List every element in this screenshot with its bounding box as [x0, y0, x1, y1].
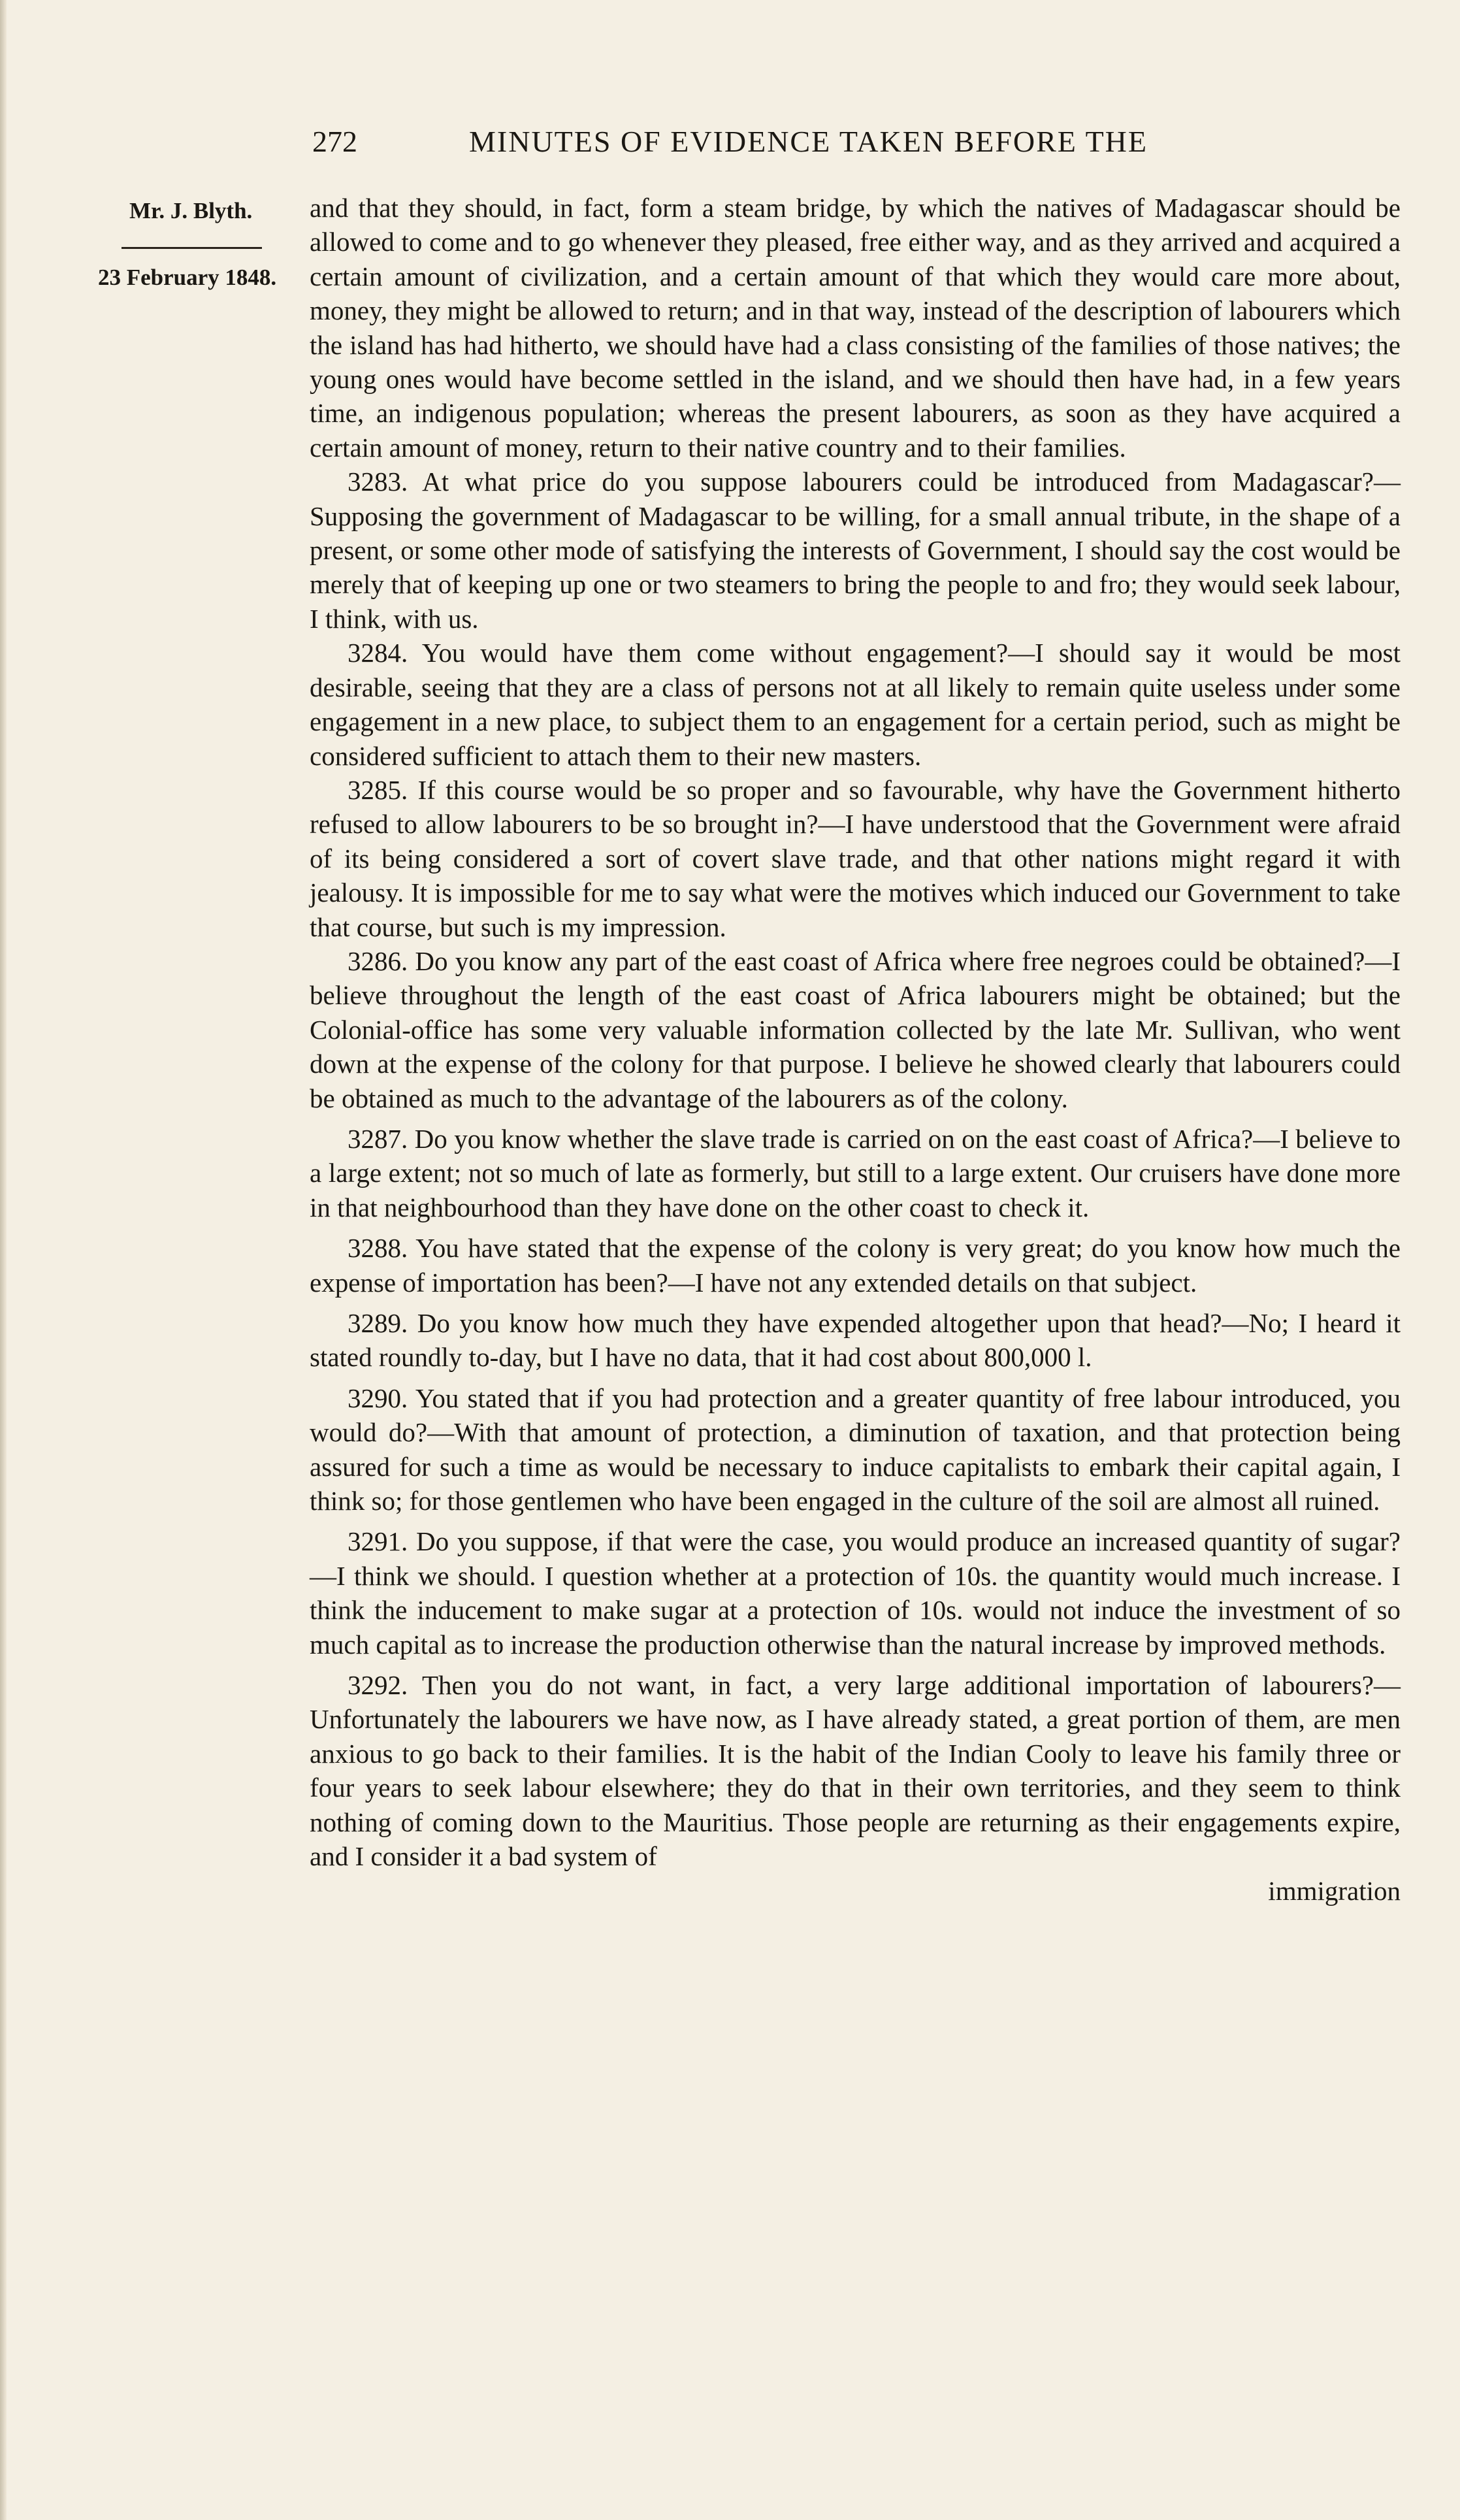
paragraph-3285: 3285. If this course would be so proper and so favourable, why have the Government hitherto refused to allow labourers to be so brought in?—I have understood that the Government were afraid of its being considered a sort of covert slave trade, and that other nations might regard it with jealousy. It is impossible for me to say what were the motives which induced our Government to take that course, but such is my impression.	[310, 774, 1401, 942]
paragraph-continuation: and that they should, in fact, form a steam bridge, by which the natives of Madagascar should be allowed to come and to go whenever they pleased, free either way, and as they arrived and acquired a certain amount of civilization, and a certain amount of that which they would care more about, money, they might be allowed to return; and in that way, instead of the description of labourers which the island has had hitherto, we should have had a class consisting of the families of those natives; the young ones would have become settled in the island, and we should then have had, in a few years time, an indigenous population; whereas the present labourers, as soon as they have acquired a certain amount of money, return to their native country and to their families.	[310, 193, 1401, 463]
paragraph-3284: 3284. You would have them come without engagement?—I should say it would be most desirable, seeing that they are a class of persons not at all likely to remain quite useless under some engagement in a new place, to subject them to an engagement for a certain period, such as might be considered sufficient to attach them to their new masters.	[310, 638, 1401, 771]
margin-witness-name: Mr. J. Blyth.	[129, 198, 253, 223]
margin-date: 23 February 1848.	[98, 265, 277, 290]
paragraph-3286: 3286. Do you know any part of the east coast of Africa where free negroes could be obtained?—I believe throughout the length of the east coast of Africa labourers might be obtained; but the Colonial-office has some very valuable information collected by the late Mr. Sullivan, who went down at the expense of the colony for that purpose. I believe he showed clearly that labourers could be obtained as much to the advantage of the labourers as of the colony.	[310, 945, 1401, 1113]
paragraph-3292: 3292. Then you do not want, in fact, a very large additional importation of labourers?—Unfortunately the labourers we have now, as I have already stated, a great portion of them, are men anxious to go back to their families. It is the habit of the Indian Cooly to leave his family three or four years to seek labour elsewhere; they do that in their own territories, and they seem to think nothing of coming down to the Mauritius. Those people are returning as their engagements expire, and I consider it a bad system of	[310, 1670, 1401, 1872]
paragraph-3291: 3291. Do you suppose, if that were the case, you would produce an increased quantity of sugar?—I think we should. I question whether at a protection of 10s. the quantity would much increase. I think the inducement to make sugar at a protection of 10s. would not induce the investment of so much capital as to increase the production otherwise than the natural increase by improved methods.	[310, 1526, 1401, 1660]
running-head: MINUTES OF EVIDENCE TAKEN BEFORE THE	[469, 125, 1148, 158]
page-gutter-edge	[0, 0, 7, 2520]
paragraph-3287: 3287. Do you know whether the slave trade is carried on on the east coast of Africa?—I believe to a large extent; not so much of late as formerly, but still to a large extent. Our cruisers have done more in that neighbourhood than they have done on the other coast to check it.	[310, 1123, 1401, 1222]
paragraph-3283: 3283. At what price do you suppose labourers could be introduced from Madagascar?—Supposing the government of Madagascar to be willing, for a small annual tribute, in the shape of a present, or some other mode of satisfying the interests of Government, I should say the cost would be merely that of keeping up one or two steamers to bring the people to and fro; they would seek labour, I think, with us.	[310, 466, 1401, 634]
margin-rule	[122, 247, 262, 249]
paragraph-3289: 3289. Do you know how much they have expended altogether upon that head?—No; I heard it stated roundly to-day, but I have no data, that it had cost about 800,000 l.	[310, 1308, 1401, 1373]
page-number: 272	[312, 125, 357, 158]
catchword: immigration	[1268, 1875, 1401, 1906]
paragraph-3288: 3288. You have stated that the expense of the colony is very great; do you know how much the expense of importation has been?—I have not any extended details on that subject.	[310, 1233, 1401, 1298]
paragraph-3290: 3290. You stated that if you had protection and a greater quantity of free labour introduced, you would do?—With that amount of protection, a diminution of taxation, and that protection being assured for such a time as would be necessary to induce capitalists to embark their capital again, I think so; for those gentlemen who have been engaged in the culture of the soil are almost all ruined.	[310, 1383, 1401, 1516]
evidence-body	[310, 191, 1401, 1908]
